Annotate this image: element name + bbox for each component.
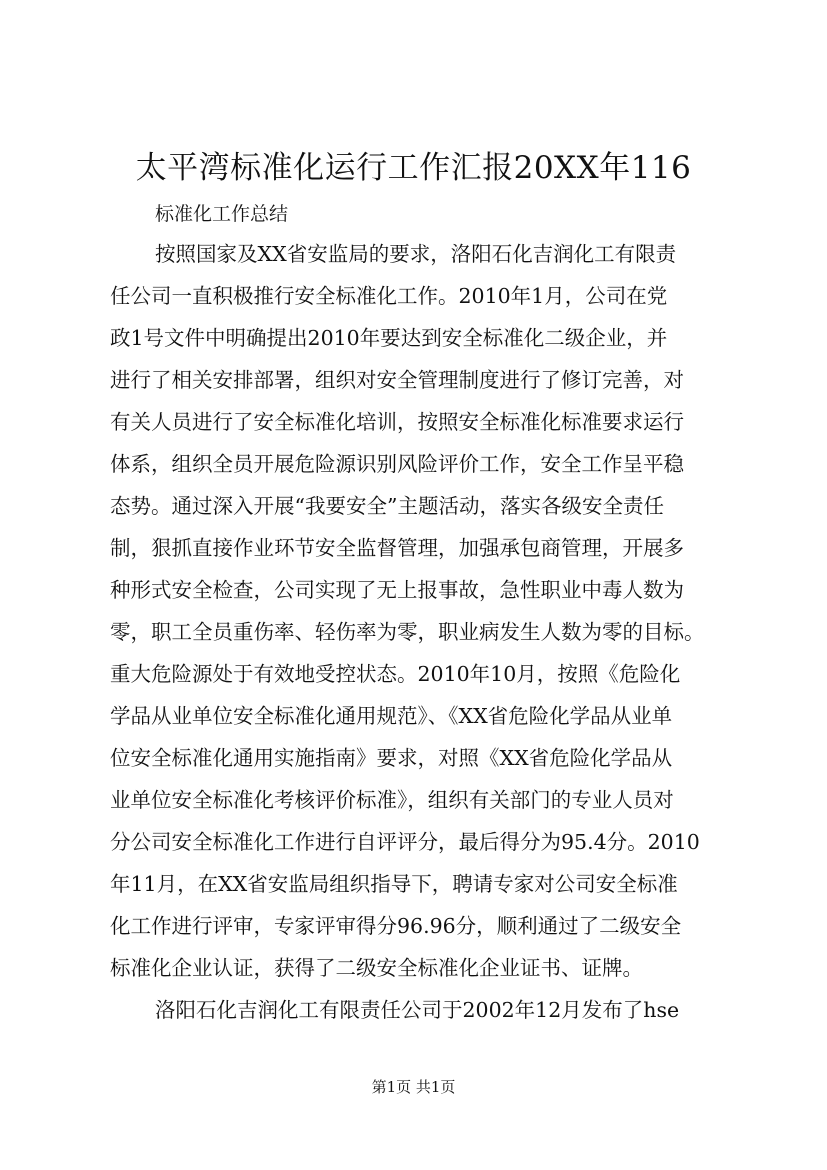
body-line: 体系，组织全员开展危险源识别风险评价工作，安全工作呈平稳 — [110, 452, 684, 476]
body-line: 有关人员进行了安全标准化培训，按照安全标准化标准要求运行 — [110, 410, 684, 434]
page-footer: 第1页 共1页 — [371, 1078, 456, 1096]
body-line: 分公司安全标准化工作进行自评评分，最后得分为95.4分。2010 — [110, 830, 700, 854]
body-line: 进行了相关安排部署，组织对安全管理制度进行了修订完善，对 — [110, 368, 684, 392]
body-line: 年11月，在XX省安监局组织指导下，聘请专家对公司安全标准 — [110, 872, 678, 896]
document-subtitle: 标准化工作总结 — [155, 203, 289, 225]
body-line: 任公司一直积极推行安全标准化工作。2010年1月，公司在党 — [110, 284, 668, 308]
body-line: 按照国家及XX省安监局的要求，洛阳石化吉润化工有限责 — [155, 242, 677, 266]
body-line: 零，职工全员重伤率、轻伤率为零，职业病发生人数为零的目标。 — [110, 620, 705, 644]
body-line: 种形式安全检查，公司实现了无上报事故，急性职业中毒人数为 — [110, 578, 684, 602]
body-line: 重大危险源处于有效地受控状态。2010年10月，按照《危险化 — [110, 662, 681, 686]
body-line: 标准化企业认证，获得了二级安全标准化企业证书、证牌。 — [110, 956, 643, 980]
body-line: 态势。通过深入开展“我要安全”主题活动，落实各级安全责任 — [110, 494, 664, 518]
document-title: 太平湾标准化运行工作汇报20XX年116 — [135, 150, 692, 186]
body-line: 洛阳石化吉润化工有限责任公司于2002年12月发布了hse — [155, 998, 680, 1022]
body-line: 学品从业单位安全标准化通用规范》、《XX省危险化学品从业单 — [110, 704, 673, 728]
body-line: 政1号文件中明确提出2010年要达到安全标准化二级企业，并 — [110, 326, 668, 350]
body-line: 位安全标准化通用实施指南》要求，对照《XX省危险化学品从 — [110, 746, 673, 770]
body-line: 业单位安全标准化考核评价标准》，组织有关部门的专业人员对 — [110, 788, 674, 812]
body-line: 化工作进行评审，专家评审得分96.96分，顺利通过了二级安全 — [110, 914, 682, 938]
body-line: 制，狠抓直接作业环节安全监督管理，加强承包商管理，开展多 — [110, 536, 684, 560]
